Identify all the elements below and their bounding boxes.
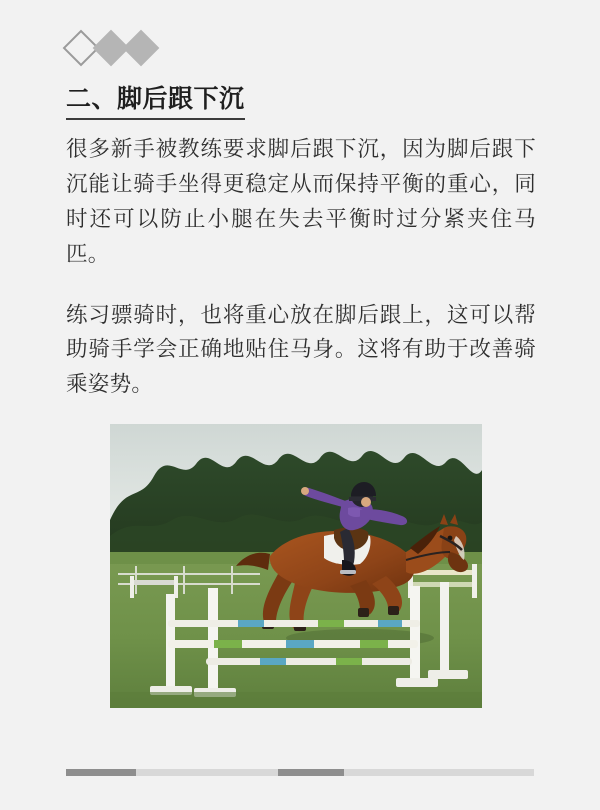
horse-jumping-photo-illustration <box>110 424 482 708</box>
diamond-filled-icon <box>123 30 160 67</box>
decorative-ornament <box>68 26 556 70</box>
progress-segment-filled <box>278 769 344 776</box>
body-paragraph-1: 很多新手被教练要求脚后跟下沉，因为脚后跟下沉能让骑手坐得更稳定从而保持平衡的重心，同时还可以防止小腿在失去平衡时过分紧夹住马匹。 <box>66 137 536 266</box>
progress-segment-filled <box>66 769 136 776</box>
body-paragraph-2: 练习骠骑时，也将重心放在脚后跟上，这可以帮助骑手学会正确地贴住马身。这将有助于改善骑乘姿势。 <box>66 302 536 397</box>
progress-segment-empty <box>136 769 278 776</box>
section-heading: 二、脚后跟下沉 <box>66 84 245 120</box>
page-progress-bar[interactable] <box>66 769 534 776</box>
progress-segment-empty <box>344 769 534 776</box>
article-photo <box>110 424 482 708</box>
